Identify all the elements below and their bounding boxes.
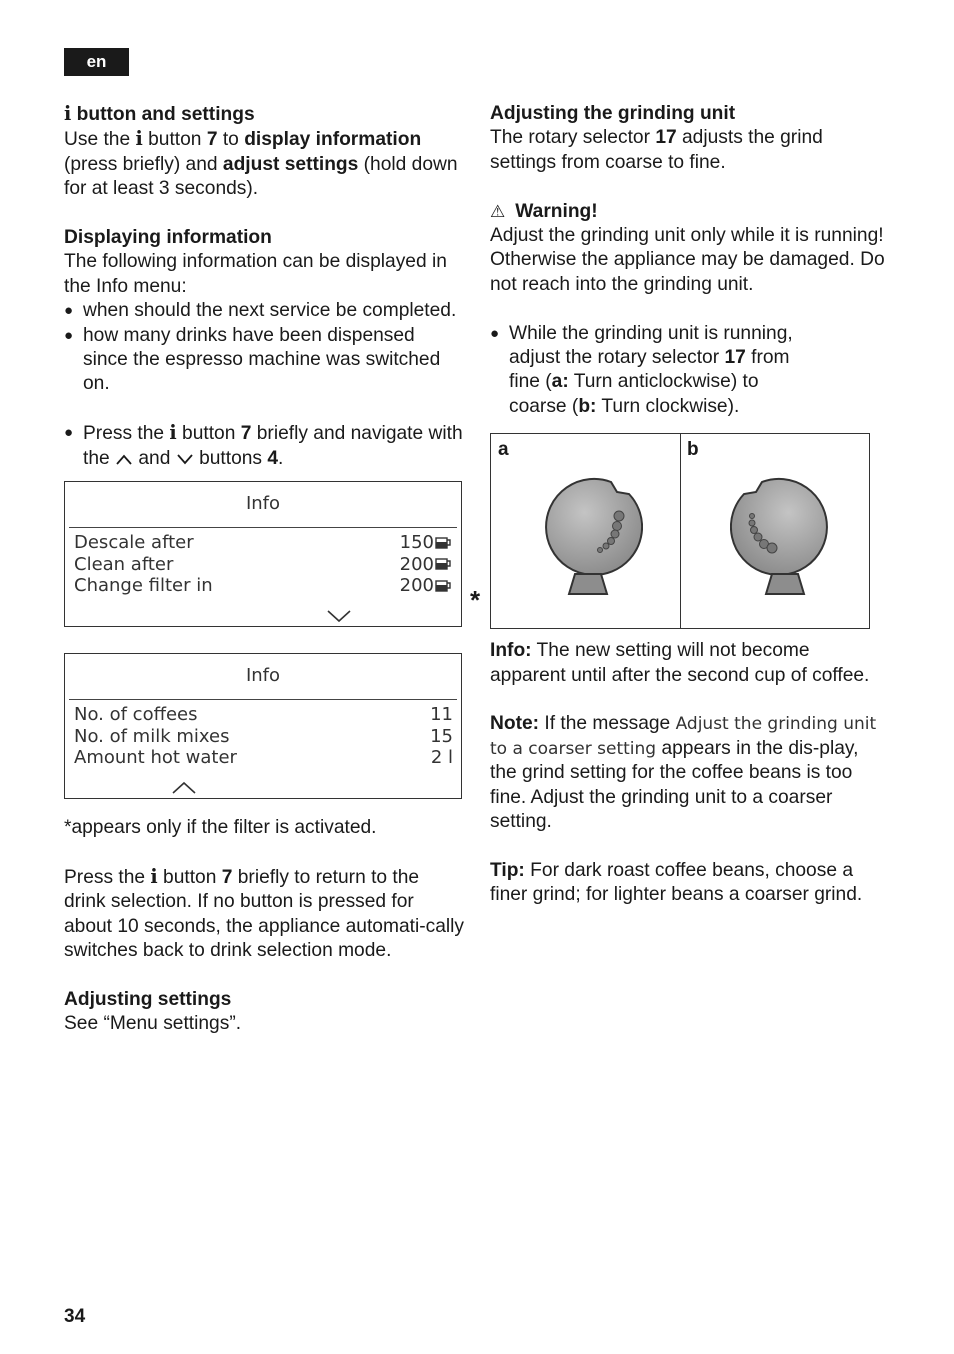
- display-row-milk-mixes: No. of milk mixes 15: [74, 725, 453, 747]
- return-description: Press the i button 7 briefly to return to the drink selection. If no button is pressed for about 10 seconds, the appliance automati-cally switches back to drink selection mode.: [64, 864, 464, 962]
- cup-icon: [435, 535, 453, 551]
- rotary-selector-fine-illustration: [533, 472, 643, 596]
- chevron-up-icon: [115, 452, 133, 466]
- section-title-adjusting-settings: Adjusting settings: [64, 988, 232, 1010]
- i-button-description: Use the i button 7 to display information (press briefly) and adjust settings (hold down for at least 3 seconds).: [64, 127, 458, 200]
- figure-panel-a: [491, 434, 681, 628]
- rotary-selector-coarse-illustration: [730, 472, 840, 596]
- display-row-coffees: No. of coffees 11: [74, 704, 453, 726]
- section-title-displaying-info: Displaying information: [64, 227, 272, 249]
- filter-asterisk: *: [470, 585, 481, 615]
- grinder-figure: [490, 433, 870, 629]
- adjusting-settings-text: See “Menu settings”.: [64, 1013, 242, 1035]
- warning-title: ⚠ Warning!: [490, 200, 598, 222]
- cup-icon: [435, 578, 453, 594]
- info-display-service: [64, 481, 462, 627]
- bullet-rotary-selector: ● While the grinding unit is running, adjust the rotary selector 17 from fine (a: Turn anticlockwise) to coarse (b: Turn clockwise).: [490, 322, 890, 420]
- tip-paragraph: Tip: For dark roast coffee beans, choose a finer grind; for lighter beans a coarser grind.: [490, 859, 863, 906]
- bullet-drinks-dispensed: ● how many drinks have been dispensed since the espresso machine was switched on.: [64, 324, 464, 397]
- chevron-down-icon: [176, 452, 194, 466]
- language-tag: en: [64, 48, 129, 76]
- display-title: Info: [245, 493, 281, 515]
- info-display-counters: [64, 653, 462, 799]
- section-title-grinding-unit: Adjusting the grinding unit: [490, 103, 736, 124]
- display-row-descale: Descale after 150: [74, 532, 453, 554]
- left-column: [64, 102, 464, 1037]
- note-paragraph: Note: If the message Adjust the grinding unit to a coarser setting appears in the dis-play, the grind setting for the coffee beans is too fine. Adjust the grinding unit to a coarser setting.: [490, 713, 877, 833]
- figure-label-a: a: [498, 439, 509, 461]
- display-row-change-filter: Change filter in 200: [74, 575, 453, 597]
- info-paragraph: Info: The new setting will not become apparent until after the second cup of coffee.: [490, 640, 870, 686]
- footnote: *appears only if the filter is activated.: [64, 817, 377, 839]
- bullet-press-i-button: ● Press the i button 7 briefly and navigate with the and buttons 4.: [64, 421, 464, 471]
- section-title-i-button: i button and settings: [64, 102, 255, 125]
- right-column: [490, 102, 890, 908]
- chevron-down-icon: [327, 609, 351, 623]
- warning-icon: ⚠: [490, 201, 506, 221]
- figure-panel-b: [680, 434, 869, 628]
- figure-label-b: b: [687, 439, 699, 461]
- chevron-up-icon: [172, 781, 196, 795]
- display-row-hot-water: Amount hot water 2 l: [74, 747, 453, 769]
- bullet-next-service: ● when should the next service be completed.: [64, 299, 464, 323]
- grinding-unit-description: The rotary selector 17 adjusts the grind settings from coarse to fine.: [490, 127, 823, 173]
- warning-text: Adjust the grinding unit only while it is running! Otherwise the appliance may be damaged. Do not reach into the grinding unit.: [490, 225, 885, 295]
- cup-icon: [435, 556, 453, 572]
- page-number: 34: [64, 1306, 86, 1327]
- display-row-clean: Clean after 200: [74, 554, 453, 576]
- displaying-info-intro: The following information can be displayed in the Info menu:: [64, 251, 447, 297]
- display-message: Adjust the grinding unit to a coarser setting: [490, 714, 877, 759]
- display-title: Info: [245, 665, 281, 687]
